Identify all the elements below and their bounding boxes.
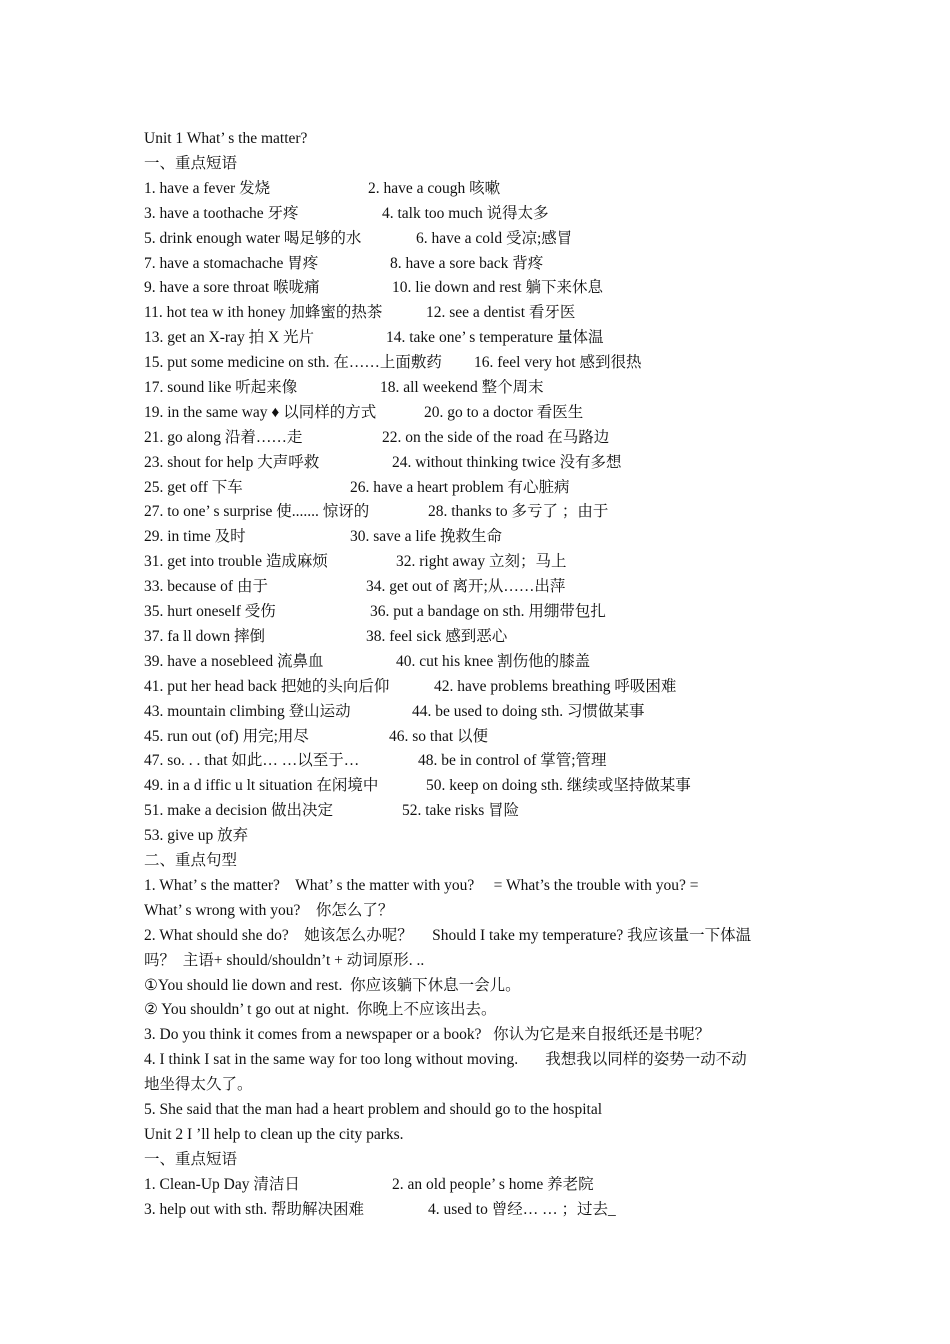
phrase-left: 49. in a d iffic u lt situation 在闲境中: [144, 777, 379, 794]
sentence-line: 3. Do you think it comes from a newspaper or a book? 你认为它是来自报纸还是书呢？: [144, 1026, 711, 1043]
phrase-row: 53. give up 放弃: [144, 827, 249, 844]
phrase-right: 4. talk too much 说得太多: [382, 205, 549, 222]
phrase-left: 27. to one’ s surprise 使....... 惊讶的: [144, 503, 370, 520]
phrase-left: 33. because of 由于: [144, 578, 268, 595]
phrase-right: 36. put a bandage on sth. 用绷带包扎: [370, 603, 606, 620]
unit2-phrases-heading: 一、重点短语: [144, 1151, 238, 1168]
sentence-line: 吗？ 主语+ should/shouldn’t + 动词原形. ..: [144, 952, 425, 969]
phrase-right: 24. without thinking twice 没有多想: [392, 454, 622, 471]
phrase-right: 16. feel very hot 感到很热: [474, 354, 642, 371]
phrase-right: 4. used to 曾经… … ；过去_: [428, 1201, 616, 1218]
phrase-left: 47. so. . . that 如此… …以至于…: [144, 752, 360, 769]
phrase-right: 28. thanks to 多亏了 ；由于: [428, 503, 609, 520]
phrase-right: 22. on the side of the road 在马路边: [382, 429, 610, 446]
phrase-right: 2. an old people’ s home 养老院: [392, 1176, 594, 1193]
phrase-left: 29. in time 及时: [144, 528, 246, 545]
sentence-line: ①You should lie down and rest. 你应该躺下休息一会儿。: [144, 977, 521, 994]
phrase-left: 19. in the same way ♦ 以同样的方式: [144, 404, 377, 421]
phrase-left: 25. get off 下车: [144, 479, 243, 496]
phrase-left: 21. go along 沿着……走: [144, 429, 303, 446]
sentence-line: What’ s wrong with you? 你怎么了？: [144, 902, 394, 919]
phrase-right: 44. be used to doing sth. 习惯做某事: [412, 703, 645, 720]
phrase-left: 41. put her head back 把她的头向后仰: [144, 678, 390, 695]
phrase-left: 31. get into trouble 造成麻烦: [144, 553, 328, 570]
phrase-right: 10. lie down and rest 躺下来休息: [392, 279, 603, 296]
phrase-right: 6. have a cold 受凉;感冒: [416, 230, 573, 247]
phrase-right: 52. take risks 冒险: [402, 802, 520, 819]
sentence-line: 2. What should she do? 她该怎么办呢？ Should I take my temperature? 我应该量一下体温: [144, 927, 752, 944]
phrase-right: 42. have problems breathing 呼吸困难: [434, 678, 677, 695]
phrase-left: 39. have a nosebleed 流鼻血: [144, 653, 324, 670]
phrase-left: 35. hurt oneself 受伤: [144, 603, 276, 620]
phrase-left: 23. shout for help 大声呼救: [144, 454, 320, 471]
unit1-phrases-heading: 一、重点短语: [144, 155, 238, 172]
phrase-left: 15. put some medicine on sth. 在……上面敷药: [144, 354, 442, 371]
phrase-left: 1. Clean-Up Day 清洁日: [144, 1176, 300, 1193]
phrase-left: 5. drink enough water 喝足够的水: [144, 230, 362, 247]
phrase-right: 34. get out of 离开;从……出萍: [366, 578, 566, 595]
sentence-line: ② You shouldn’ t go out at night. 你晚上不应该出去。: [144, 1001, 497, 1018]
sentence-line: 5. She said that the man had a heart problem and should go to the hospital: [144, 1101, 603, 1118]
phrase-right: 38. feel sick 感到恶心: [366, 628, 508, 645]
sentence-line: 地坐得太久了。: [144, 1076, 253, 1093]
phrase-right: 46. so that 以便: [389, 728, 489, 745]
phrase-right: 2. have a cough 咳嗽: [368, 180, 501, 197]
phrase-left: 51. make a decision 做出决定: [144, 802, 333, 819]
unit2-title: Unit 2 I ’ll help to clean up the city parks.: [144, 1126, 404, 1143]
phrase-right: 12. see a dentist 看牙医: [426, 304, 576, 321]
phrase-left: 3. have a toothache 牙疼: [144, 205, 299, 222]
phrase-right: 48. be in control of 掌管;管理: [418, 752, 607, 769]
phrase-right: 50. keep on doing sth. 继续或坚持做某事: [426, 777, 691, 794]
phrase-left: 43. mountain climbing 登山运动: [144, 703, 351, 720]
phrase-left: 7. have a stomachache 胃疼: [144, 255, 319, 272]
phrase-right: 8. have a sore back 背疼: [390, 255, 544, 272]
phrase-right: 20. go to a doctor 看医生: [424, 404, 584, 421]
phrase-right: 26. have a heart problem 有心脏病: [350, 479, 570, 496]
unit1-title: Unit 1 What’ s the matter?: [144, 130, 308, 147]
phrase-left: 11. hot tea w ith honey 加蜂蜜的热茶: [144, 304, 383, 321]
phrase-right: 30. save a life 挽救生命: [350, 528, 502, 545]
phrase-right: 32. right away 立刻；马上: [396, 553, 567, 570]
sentence-line: 4. I think I sat in the same way for too long without moving. 我想我以同样的姿势一动不动: [144, 1051, 747, 1068]
phrase-left: 3. help out with sth. 帮助解决困难: [144, 1201, 365, 1218]
phrase-left: 9. have a sore throat 喉咙痛: [144, 279, 320, 296]
phrase-left: 37. fa ll down 摔倒: [144, 628, 265, 645]
phrase-right: 14. take one’ s temperature 量体温: [386, 329, 604, 346]
sentence-line: 1. What’ s the matter? What’ s the matter with you? = What’s the trouble with you? =: [144, 877, 699, 894]
phrase-left: 17. sound like 听起来像: [144, 379, 298, 396]
phrase-right: 18. all weekend 整个周末: [380, 379, 544, 396]
phrase-left: 45. run out (of) 用完;用尽: [144, 728, 309, 745]
phrase-left: 1. have a fever 发烧: [144, 180, 271, 197]
phrase-right: 40. cut his knee 割伤他的膝盖: [396, 653, 591, 670]
unit1-sentences-heading: 二、重点句型: [144, 852, 238, 869]
phrase-left: 13. get an X-ray 拍 X 光片: [144, 329, 315, 346]
